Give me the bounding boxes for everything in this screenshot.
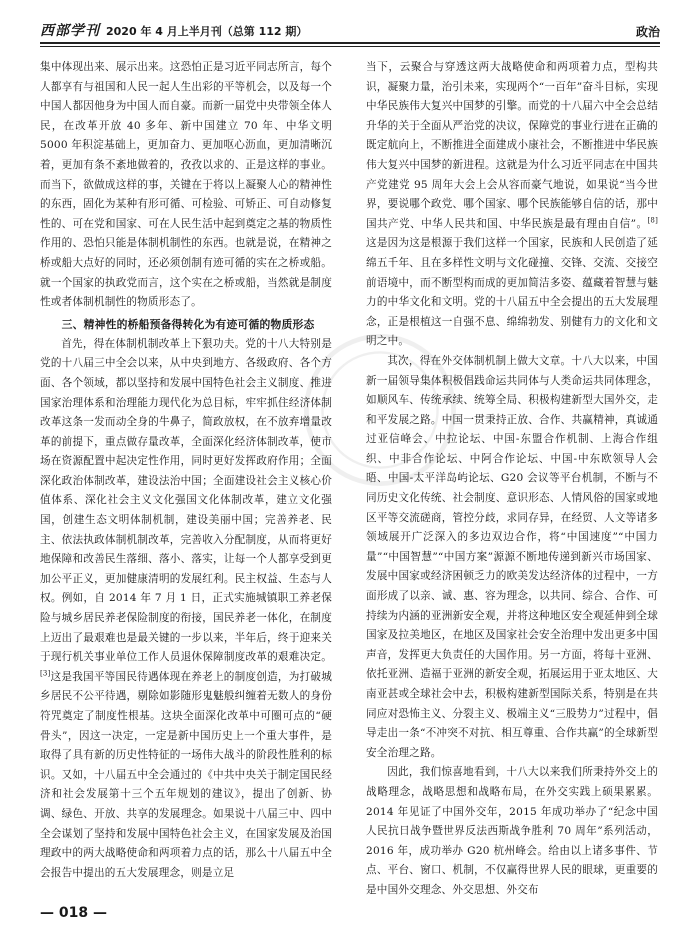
paragraph-text: 这是我国平等国民待遇体现在养老上的制度创造，为打破城乡居民不公平待遇，剔除如影随形鬼魅般纠缠着无数人的身份符咒奠定了制度性根基。这块全面深化改革中可圈可点的“硬骨头”，因这一决定，一定是新中国历史上一个重大事件，是取得了具有新的历史性特征的一场伟大战斗的阶段性胜利的标识。又如，十八届五中全会通过的《中共中央关于制定国民经济和社会发展第十三个五年规划的建议》，提出了创新、协调、绿色、开放、共享的发展理念。如果说十八届三中、四中全会谋划了坚持和发展中国特色社会主义，在国家发展及治国理政中的两大战略使命和两项着力点的话，那么十八届五中全会报告中提出的五大发展理念，则是立足 — [40, 670, 332, 879]
paragraph-text: 首先，得在体制机制改革上下狠功夫。党的十八大特别是党的十八届三中全会以来，从中央到地方、各级政府、各个方面、各个领域，都以坚持和发展中国特色社会主义制度、推进国家治理体系和治理能力现代化为总目标，牢牢抓住经济体制改革这条一发而动全身的牛鼻子，简政放权，在不放弃增量改革的前提下，重点做存量改革，全面深化经济体制改革，使市场在资源配置中起决定性作用，同时更好发挥政府作用；全面深化政治体制改革，建设法治中国；全面建设社会主义核心价值体系、深化社会主义文化强国文化体制改革，建立文化强国，创建生态文明体制机制，建设美丽中国；完善养老、民主、依法执政体制机制改革，完善收入分配制度，从而将更好地保障和改善民生落细、落小、落实，让每一个人都享受到更加公平正义，更加健康清明的发展红利。民主权益、生态与人权。例如，自 2014 年 7 月 1 日，正式实施城镇职工养老保险与城乡居民养老保险制度的衔接，国民养老一体化，在制度上迈出了最艰难也是最关键的一步以来，半年后，终于迎来关于现行机关事业单位工作人员退休保障制度改革的艰难决定。 — [40, 337, 332, 664]
paragraph-text: 当下，云聚合与穿透这两大战略使命和两项着力点，型构共识，凝聚力量，治引未来，实现两个“一百年”奋斗目标，实现中华民族伟大复兴中国梦的引擎。而党的十八届六中全会总结升华的关于全面从严治党的决议，保障党的事业行进在正确的既定航向上，不断推进全面建成小康社会，不断推进中华民族伟大复兴中国梦的新进程。这就是为什么习近平同志在中国共产党建党 95 周年大会上会从容而豪气地说，如果说“当今世界，要说哪个政党、哪个国家、哪个民族能够自信的话，那中国共产党、中华人民共和国、中华民族是最有理由自信”。 — [366, 61, 658, 230]
section-heading: 三、精神性的桥船预备得转化为有迹可循的物质形态 — [61, 317, 315, 331]
right-column — [366, 58, 658, 901]
issue-info: 2020 年 4 月上半月刊（总第 112 期） — [106, 25, 308, 38]
paragraph — [40, 335, 332, 884]
page-number: — 018 — — [40, 905, 107, 921]
section-label: 政治 — [635, 25, 660, 39]
left-column — [40, 58, 332, 883]
header-rule-thin — [40, 46, 660, 47]
citation-ref: [3] — [40, 669, 51, 678]
paragraph: 因此，我们惊喜地看到，十八大以来我们所秉持外交上的战略理念，战略思想和战略布局，在外交实践上硕果累累。2014 年见证了中国外交年，2015 年成功举办了“纪念中国人民抗日战争暨世界反法西斯战争胜利 70 周年”系列活动，2016 年，成功举办 G20 杭州峰会。给由以上诸多事件、节点、平台、窗口、机制，不仅赢得世界人民的眼球，更重要的是中国外交理念、外交思想、外交布 — [366, 766, 658, 896]
paragraph-text: 这是因为这是根源于我们这样一个国家，民族和人民创造了延绵五千年、且在多样性文明与文化碰撞、交锋、交流、交接空前语境中，而不断型构而成的更加简洁多姿、蕴藏着智慧与魅力的中华文化和文明。党的十八届五中全会提出的五大发展理念，正是根植这一自强不息、绵绵勃发、别健有力的文化和文明之中。 — [366, 237, 658, 348]
paragraph: 其次，得在外交体制机制上做大文章。十八大以来，中国新一届领导集体积极倡践命运共同体与人类命运共同体理念，如顺风车、传统承续、统筹全局、积极构建新型大国外交，走和平发展之路。中国一贯秉持正放、合作、共赢精神，真诚通过亚信峰会、中拉论坛、中国-东盟合作机制、上海合作组织、中非合作论坛、中阿合作论坛、中国-中东欧领导人会晤、中国-太平洋岛屿论坛、G20 会议等平台机制，不断与不同历史文化传统、社会制度、意识形态、人情风俗的国家或地区平等交流磋商，管控分歧，求同存异，在经贸、人文等诸多领域展开广泛深入的多边双边合作，将“中国速度”“中国力量”“中国智慧”“中国方案”源源不断地传递到新兴市场国家、发展中国家或经济困顿乏力的欧美发达经济体的过程中，一方面形成了以亲、诚、惠、容为理念，以共同、综合、合作、可持续为内涵的亚洲新安全观，并将这种地区安全观延伸到全球国家及拉美地区，在地区及国家社会安全治理中发出更多中国声音，发挥更大负责任的大国作用。另一方面，将每十亚洲、依托亚洲、造福于亚洲的新安全观，拓展运用于亚太地区、大南亚甚或全球社会中去，积极构建新型国际关系，特别是在共同应对恐怖主义、分裂主义、极端主义“三股势力”过程中，倡导走出一条“不冲突不对抗、相互尊重、合作共赢”的全球新型安全治理之路。 — [366, 354, 658, 759]
running-header — [40, 18, 660, 40]
header-left — [40, 20, 307, 40]
header-rule-thick — [40, 42, 660, 44]
citation-ref: [8] — [647, 216, 658, 225]
journal-name: 西部学刊 — [40, 23, 100, 39]
paragraph: 集中体现出来、展示出来。这恐怕正是习近平同志所言，每个人都享有与祖国和人民一起人生出彩的平等机会，以及每一个中国人都因他身为中国人而自豪。而新一届党中央带领全体人民，在改革开放 40 多年、新中国建立 70 年、中华文明 5000 年积淀基础上，更加奋力、更加呕心沥血，更加清晰沉着，更加有条不紊地做着的，孜孜以求的、正是这样的事业。而当下，欲做成这样的事，关键在于将以上凝聚人心的精神性的东西，固化为某种有形可循、可检验、可矫正、可自动修复性的、可在党和国家、可在人民生活中起到奠定之基的物质性作用的、恐怕只能是体制机制性的东西。也就是说，在精神之桥或船大点好的同时，还必须创制有迹可循的实在之桥或船。就一个国家的执政党而言，这个实在之桥或船，当然就是制度性或者体制机制性的物质形态了。 — [40, 61, 332, 309]
paragraph — [366, 58, 658, 352]
